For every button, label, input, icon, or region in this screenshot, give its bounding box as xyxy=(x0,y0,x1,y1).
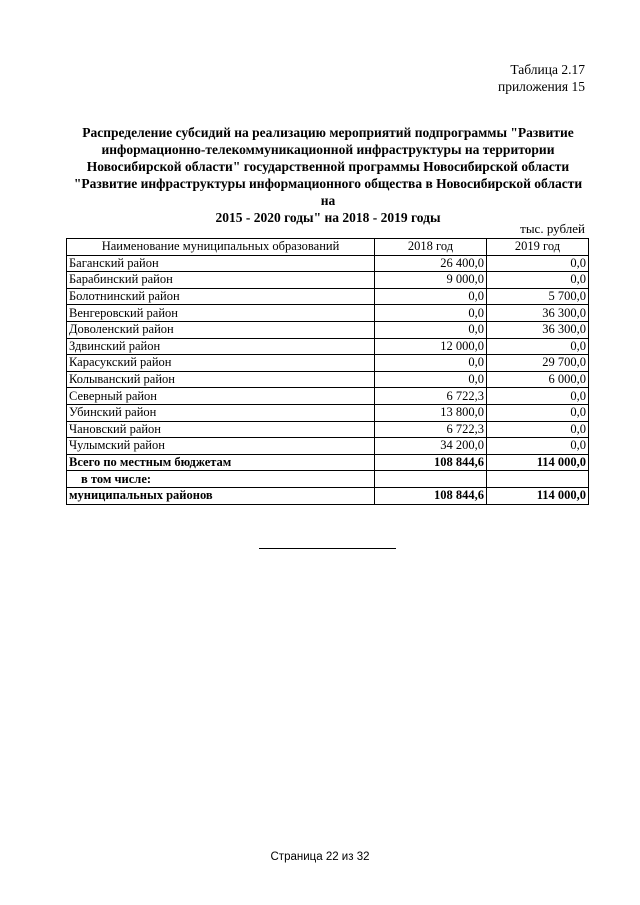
separator-line xyxy=(259,548,396,549)
table-header-row xyxy=(67,239,589,256)
district-name: Венгеровский район xyxy=(67,305,375,322)
value-2019: 0,0 xyxy=(487,338,589,355)
empty-cell xyxy=(375,471,487,488)
value-2018: 0,0 xyxy=(375,305,487,322)
total-label: Всего по местным бюджетам xyxy=(67,454,375,471)
district-name: Чановский район xyxy=(67,421,375,438)
column-header-name: Наименование муниципальных образований xyxy=(67,239,375,256)
value-2019: 0,0 xyxy=(487,272,589,289)
appendix-number: приложения 15 xyxy=(497,79,585,94)
district-name: Болотнинский район xyxy=(67,288,375,305)
table-row xyxy=(67,421,589,438)
municipal-label: муниципальных районов xyxy=(67,487,375,504)
district-name: Карасукский район xyxy=(67,355,375,372)
value-2019: 36 300,0 xyxy=(487,321,589,338)
municipal-2019: 114 000,0 xyxy=(487,487,589,504)
title-line: "Развитие инфраструктуры информационного общества в Новосибирской области на xyxy=(73,176,583,208)
value-2018: 0,0 xyxy=(375,371,487,388)
column-header-2019: 2019 год xyxy=(487,239,589,256)
value-2019: 0,0 xyxy=(487,255,589,272)
district-name: Северный район xyxy=(67,388,375,405)
table-row xyxy=(67,371,589,388)
including-label: в том числе: xyxy=(67,471,375,488)
value-2018: 26 400,0 xyxy=(375,255,487,272)
value-2018: 13 800,0 xyxy=(375,404,487,421)
value-2018: 6 722,3 xyxy=(375,388,487,405)
district-name: Убинский район xyxy=(67,404,375,421)
title-line: Новосибирской области" государственной программы Новосибирской области xyxy=(86,159,570,174)
title-line: Распределение субсидий на реализацию мероприятий подпрограммы "Развитие xyxy=(82,125,574,140)
value-2018: 0,0 xyxy=(375,355,487,372)
document-title xyxy=(70,124,586,226)
table-row xyxy=(67,355,589,372)
district-name: Колыванский район xyxy=(67,371,375,388)
value-2019: 29 700,0 xyxy=(487,355,589,372)
district-name: Доволенский район xyxy=(67,321,375,338)
table-row xyxy=(67,288,589,305)
value-2019: 0,0 xyxy=(487,388,589,405)
value-2019: 36 300,0 xyxy=(487,305,589,322)
page-number: Страница 22 из 32 xyxy=(270,851,370,863)
value-2019: 6 000,0 xyxy=(487,371,589,388)
value-2018: 0,0 xyxy=(375,321,487,338)
value-2018: 6 722,3 xyxy=(375,421,487,438)
table-row xyxy=(67,388,589,405)
table-row xyxy=(67,438,589,455)
value-2018: 9 000,0 xyxy=(375,272,487,289)
table-number: Таблица 2.17 xyxy=(510,62,585,77)
value-2018: 12 000,0 xyxy=(375,338,487,355)
including-row xyxy=(67,471,589,488)
value-2019: 5 700,0 xyxy=(487,288,589,305)
municipal-2018: 108 844,6 xyxy=(375,487,487,504)
district-name: Чулымский район xyxy=(67,438,375,455)
value-2018: 0,0 xyxy=(375,288,487,305)
value-2019: 0,0 xyxy=(487,421,589,438)
empty-cell xyxy=(487,471,589,488)
title-line: информационно-телекоммуникационной инфраструктуры на территории xyxy=(101,142,555,157)
table-row xyxy=(67,321,589,338)
subsidy-table xyxy=(66,238,589,505)
district-name: Здвинский район xyxy=(67,338,375,355)
value-2019: 0,0 xyxy=(487,404,589,421)
district-name: Барабинский район xyxy=(67,272,375,289)
table-row xyxy=(67,255,589,272)
total-row xyxy=(67,454,589,471)
district-name: Баганский район xyxy=(67,255,375,272)
total-2019: 114 000,0 xyxy=(487,454,589,471)
table-row xyxy=(67,404,589,421)
table-row xyxy=(67,338,589,355)
table-row xyxy=(67,305,589,322)
total-2018: 108 844,6 xyxy=(375,454,487,471)
value-2018: 34 200,0 xyxy=(375,438,487,455)
column-header-2018: 2018 год xyxy=(375,239,487,256)
units-label: тыс. рублей xyxy=(520,221,585,236)
table-row xyxy=(67,272,589,289)
value-2019: 0,0 xyxy=(487,438,589,455)
title-line: 2015 - 2020 годы" на 2018 - 2019 годы xyxy=(215,210,441,225)
municipal-districts-row xyxy=(67,487,589,504)
table-reference xyxy=(498,61,585,95)
